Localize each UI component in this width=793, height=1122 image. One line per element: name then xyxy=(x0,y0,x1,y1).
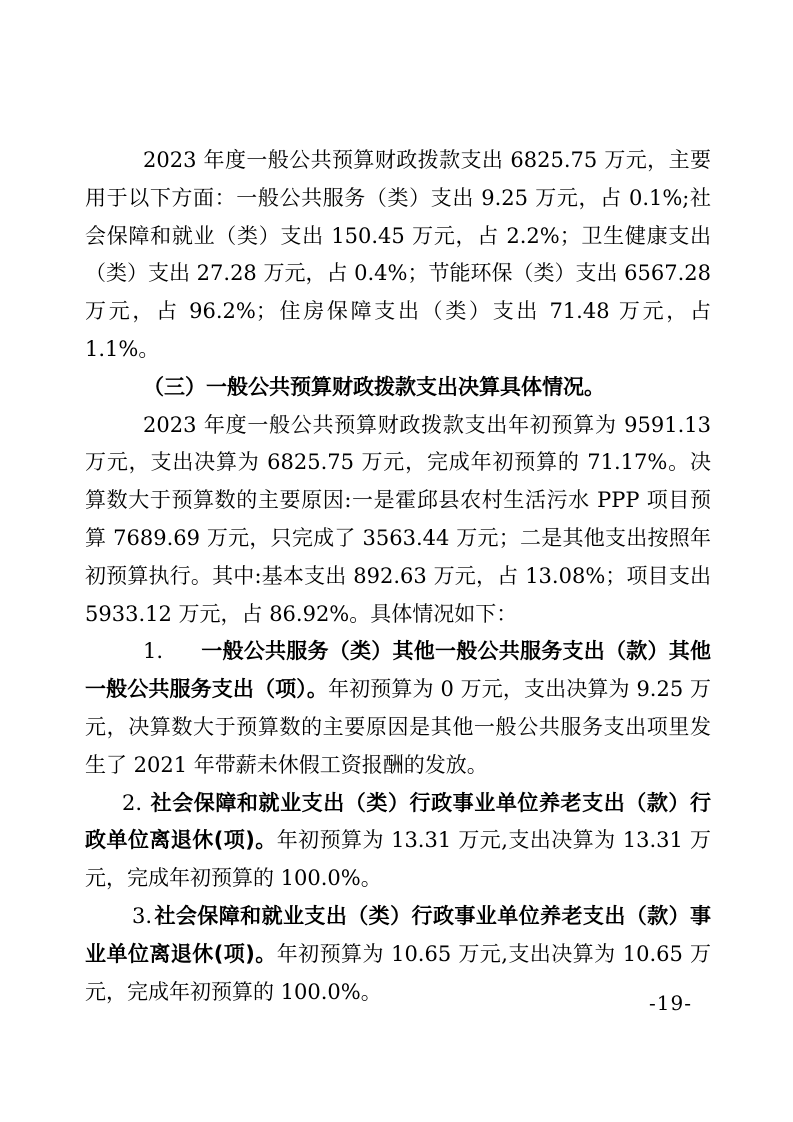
item-social-security-institution-retirement xyxy=(85,898,711,1011)
item-number: 2. xyxy=(122,790,143,815)
item-title: 社会保障和就业支出（类）行政事业单位养老支出（款）行政单位离退休(项)。 xyxy=(85,790,711,853)
item-general-public-service xyxy=(85,633,711,784)
paragraph-final-accounts-detail: 2023 年度一般公共预算财政拨款支出年初预算为 9591.13 万元，支出决算为 6825.75 万元，完成年初预算的 71.17%。决算数大于预算数的主要原因:一是霍邱县农村生活污水 PPP 项目预算 7689.69 万元，只完成了 3563.44 万元；二是其他支出按照年初预算执行。其中:基本支出 892.63 万元，占 13.08%；项目支出 5933.12 万元，占 86.92%。具体情况如下： xyxy=(85,412,711,626)
item-number: 3. xyxy=(132,903,153,928)
item-number: 1. xyxy=(143,639,164,664)
item-social-security-admin-retirement xyxy=(85,785,711,898)
item-body: 年初预算为 13.31 万元,支出决算为 13.31 万元，完成年初预算的 100.0%。 xyxy=(85,828,711,891)
item-body: 年初预算为 0 万元，支出决算为 9.25 万元，决算数大于预算数的主要原因是其他一般公共服务支出项里发生了 2021 年带薪未休假工资报酬的发放。 xyxy=(85,677,712,777)
item-body: 年初预算为 10.65 万元,支出决算为 10.65 万元，完成年初预算的 100.0%。 xyxy=(85,941,711,1004)
section-heading: （三）一般公共预算财政拨款支出决算具体情况。 xyxy=(143,374,605,399)
document-body xyxy=(85,142,711,1011)
paragraph-expenditure-overview: 2023 年度一般公共预算财政拨款支出 6825.75 万元，主要用于以下方面：一般公共服务（类）支出 9.25 万元，占 0.1%;社会保障和就业（类）支出 150.45 万元，占 2.2%；卫生健康支出（类）支出 27.28 万元，占 0.4%；节能环保（类）支出 6567.28 万元，占 96.2%；住房保障支出（类）支出 71.48 万元，占 1.1%。 xyxy=(85,148,712,361)
item-title: 一般公共服务（类）其他一般公共服务支出（款）其他一般公共服务支出（项）。 xyxy=(85,639,711,702)
page-number: -19- xyxy=(649,991,692,1015)
item-title: 社会保障和就业支出（类）行政事业单位养老支出（款）事业单位离退休(项)。 xyxy=(85,903,711,966)
